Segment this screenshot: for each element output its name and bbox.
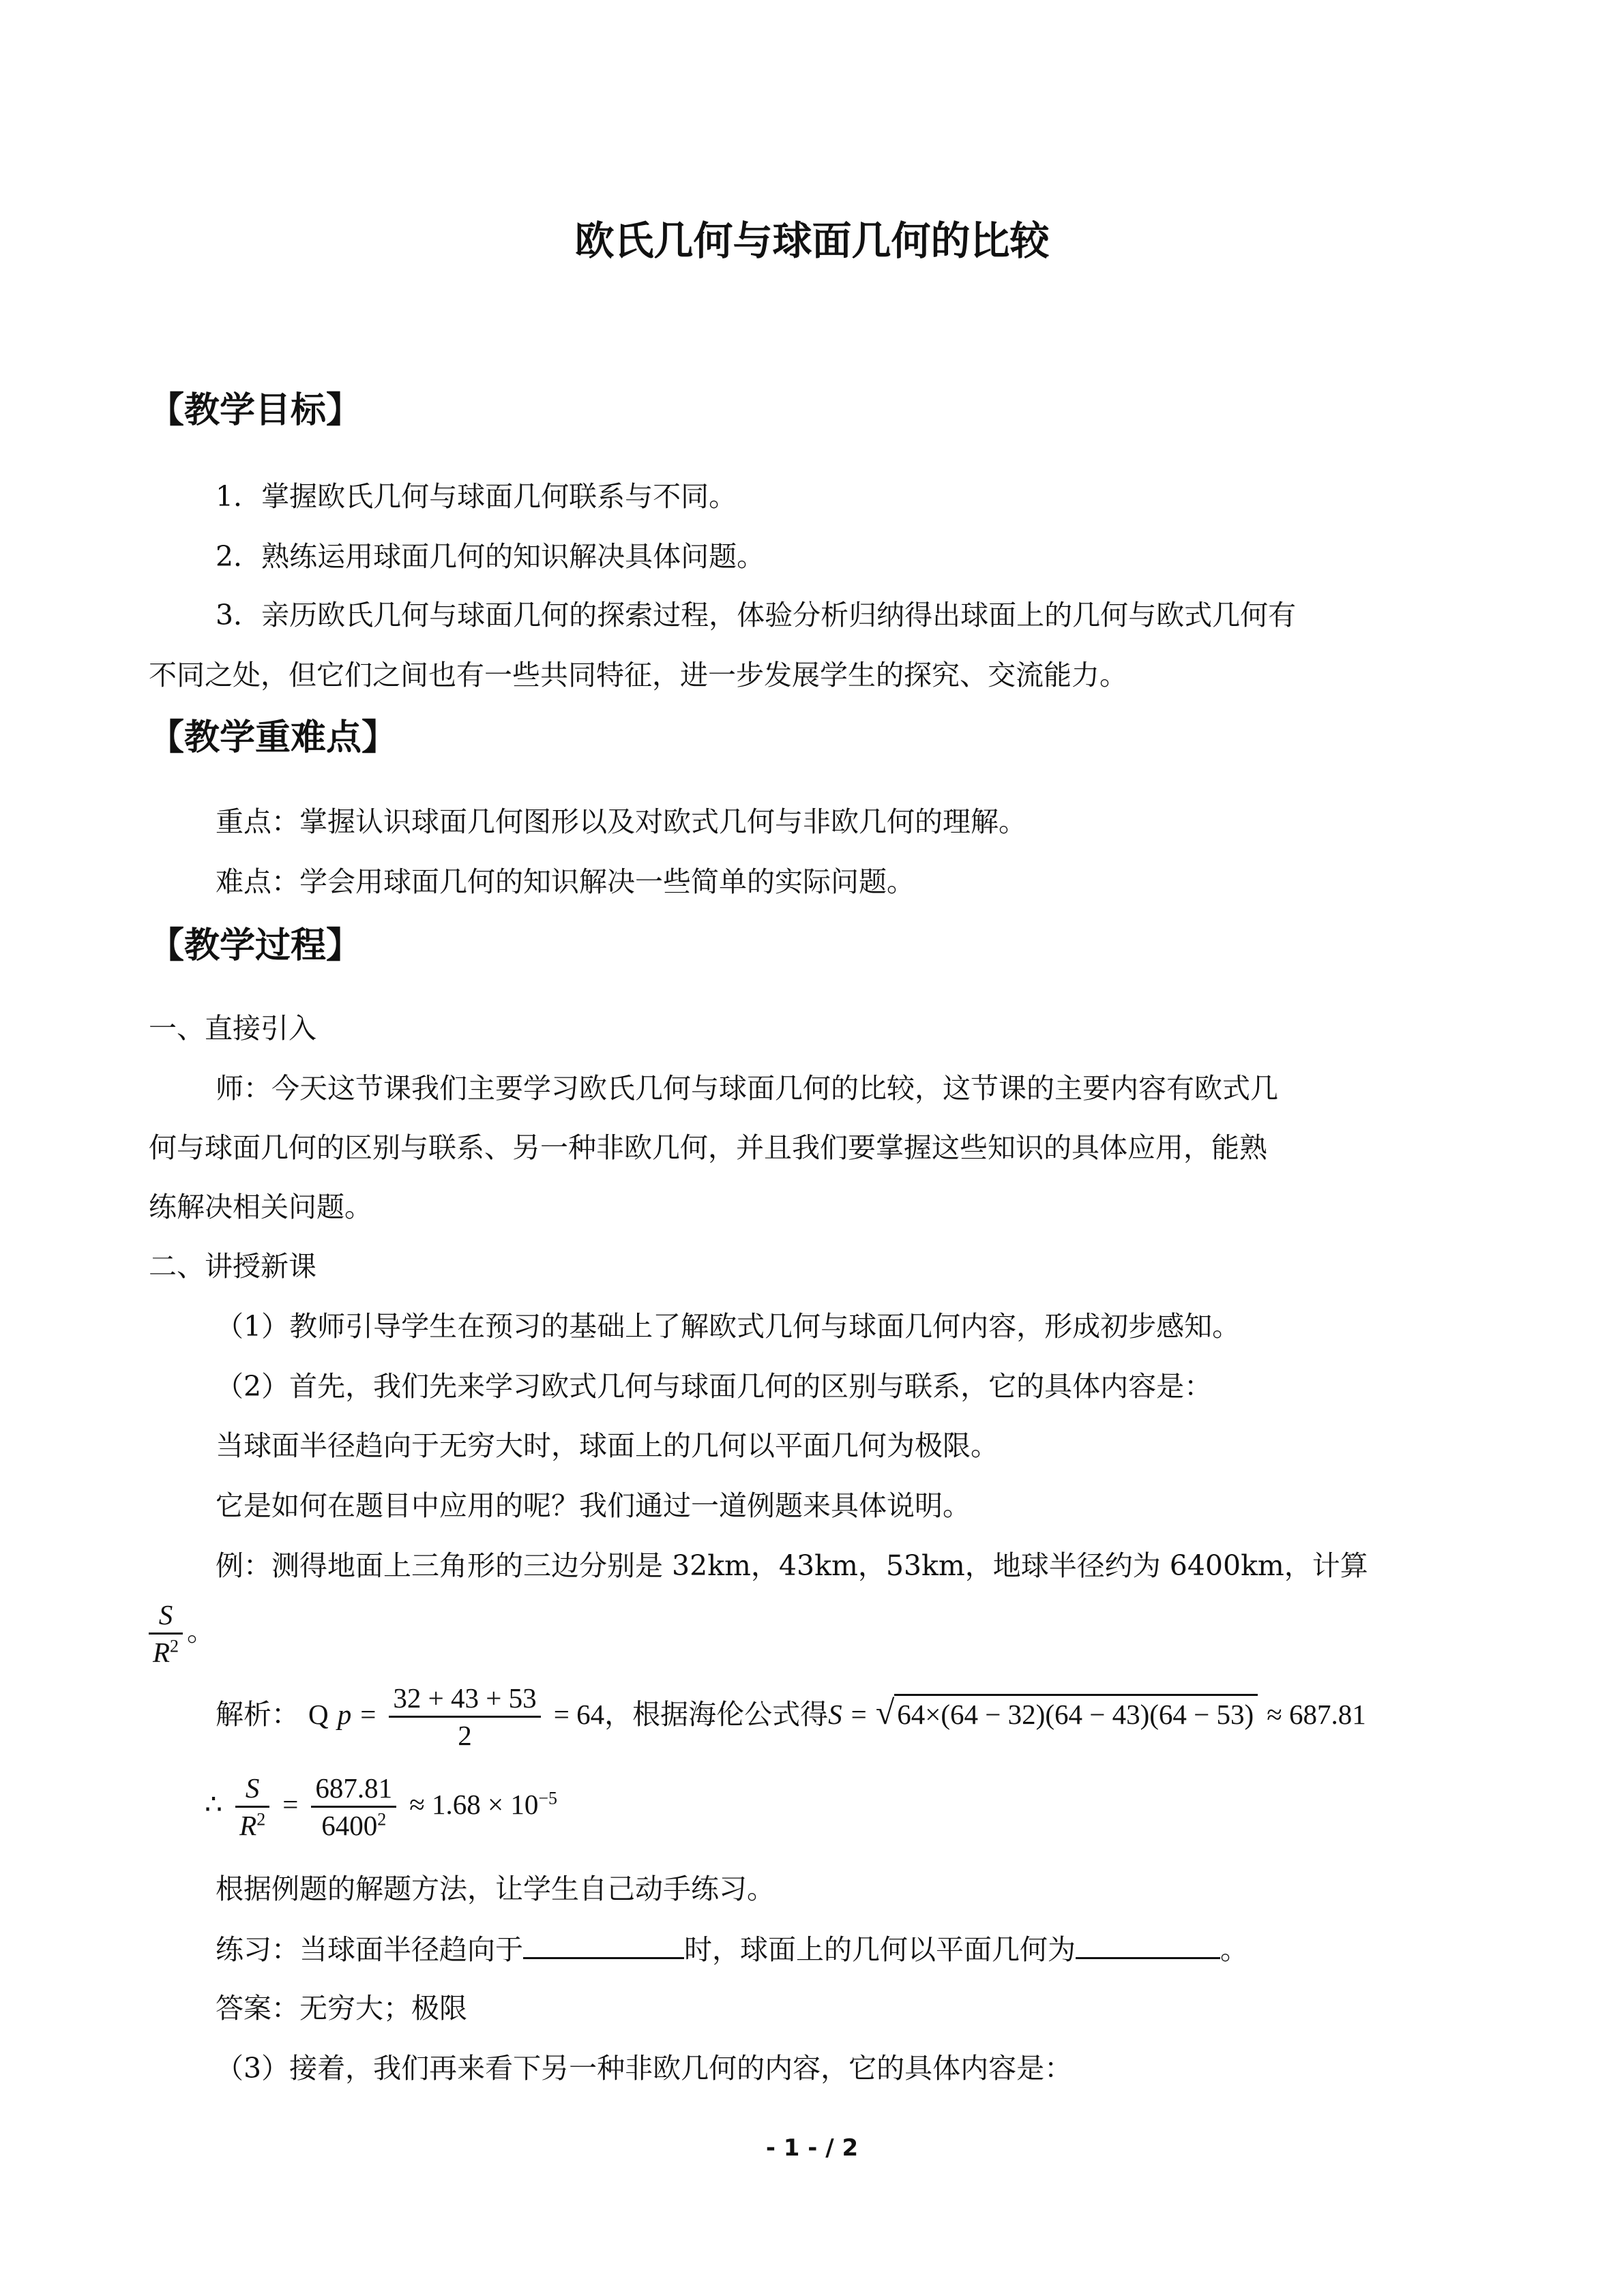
- equals-sign: =: [360, 1699, 377, 1730]
- objective-3-cont: 不同之处，但它们之间也有一些共同特征，进一步发展学生的探究、交流能力。: [149, 659, 1127, 691]
- practice-line: [216, 1930, 1248, 1969]
- s-over-r2-fraction: $\frac{S}{R^2}$: [149, 1597, 183, 1670]
- because-symbol: Q: [308, 1699, 329, 1730]
- ratio-value-fraction: $\frac{687.81}{6400^2}$: [311, 1770, 396, 1843]
- objectives-heading: 【教学目标】: [149, 390, 362, 431]
- practice-intro: 根据例题的解题方法，让学生自己动手练习。: [216, 1873, 775, 1905]
- therefore-symbol: ∴: [205, 1789, 223, 1820]
- ratio-equals: =: [282, 1789, 299, 1820]
- example-fraction-line: [149, 1597, 215, 1670]
- ratio-approx: ≈ 1.68 × 10: [409, 1789, 539, 1820]
- keypoints-heading: 【教学重难点】: [149, 717, 398, 758]
- practice-text-b: 时，球面上的几何以平面几何为: [684, 1933, 1076, 1966]
- practice-text-c: 。: [1220, 1933, 1248, 1966]
- part1-line-2: 何与球面几何的区别与联系、另一种非欧几何，并且我们要掌握这些知识的具体应用，能熟: [149, 1131, 1267, 1164]
- semi-perimeter-result: = 64: [553, 1699, 605, 1730]
- heron-intro: ，根据海伦公式得: [604, 1698, 829, 1731]
- keypoint-focus: 重点：掌握认识球面几何图形以及对欧式几何与非欧几何的理解。: [216, 805, 1027, 838]
- example-text: 例：测得地面上三角形的三边分别是 32km，43km，53km，地球半径约为 6400km，计算: [216, 1549, 1368, 1582]
- objective-2: 2．熟练运用球面几何的知识解决具体问题。: [216, 540, 765, 573]
- objective-1: 1．掌握欧氏几何与球面几何联系与不同。: [216, 480, 737, 513]
- step-1: （1）教师引导学生在预习的基础上了解欧式几何与球面几何内容，形成初步感知。: [216, 1310, 1241, 1343]
- practice-text-a: 练习：当球面半径趋向于: [216, 1933, 523, 1966]
- ratio-line: [205, 1770, 557, 1843]
- analysis-label: 解析：: [216, 1698, 299, 1731]
- keypoint-difficulty: 难点：学会用球面几何的知识解决一些简单的实际问题。: [216, 865, 915, 898]
- part1-line-3: 练解决相关问题。: [149, 1191, 372, 1223]
- ratio-exponent: −5: [538, 1788, 557, 1808]
- heron-equals: =: [851, 1699, 867, 1730]
- page-number: - 1 - / 2: [765, 2134, 859, 2162]
- semi-perimeter-fraction: $\frac{32 + 43 + 53}{2}$: [389, 1680, 540, 1753]
- p-symbol: p: [337, 1699, 352, 1730]
- heron-radicand: 64×(64 − 32)(64 − 43)(64 − 53): [894, 1694, 1258, 1731]
- sqrt-icon: √: [875, 1693, 895, 1731]
- practice-blank-2[interactable]: [1076, 1930, 1220, 1959]
- rule-statement: 当球面半径趋向于无穷大时，球面上的几何以平面几何为极限。: [216, 1429, 999, 1462]
- part1-title: 一、直接引入: [149, 1012, 316, 1045]
- objective-3: 3．亲历欧氏几何与球面几何的探索过程，体验分析归纳得出球面上的几何与欧式几何有: [216, 599, 1297, 631]
- area-symbol: S: [828, 1699, 842, 1730]
- ratio-symbol-fraction: $\frac{S}{R^2}$: [235, 1770, 269, 1843]
- step-3: （3）接着，我们再来看下另一种非欧几何的内容，它的具体内容是：: [216, 2052, 1073, 2085]
- heron-result: ≈ 687.81: [1267, 1699, 1366, 1730]
- step-2: （2）首先，我们先来学习欧式几何与球面几何的区别与联系，它的具体内容是：: [216, 1370, 1213, 1403]
- process-heading: 【教学过程】: [149, 925, 362, 966]
- part1-line-1: 师：今天这节课我们主要学习欧氏几何与球面几何的比较，这节课的主要内容有欧式几: [216, 1072, 1278, 1105]
- document-title: 欧氏几何与球面几何的比较: [574, 218, 1050, 264]
- analysis-line: [216, 1680, 1366, 1753]
- example-end: 。: [187, 1615, 216, 1648]
- part2-title: 二、讲授新课: [149, 1250, 316, 1283]
- example-question: 它是如何在题目中应用的呢？我们通过一道例题来具体说明。: [216, 1489, 971, 1522]
- answer-line: 答案：无穷大；极限: [216, 1992, 467, 2025]
- practice-blank-1[interactable]: [523, 1930, 684, 1959]
